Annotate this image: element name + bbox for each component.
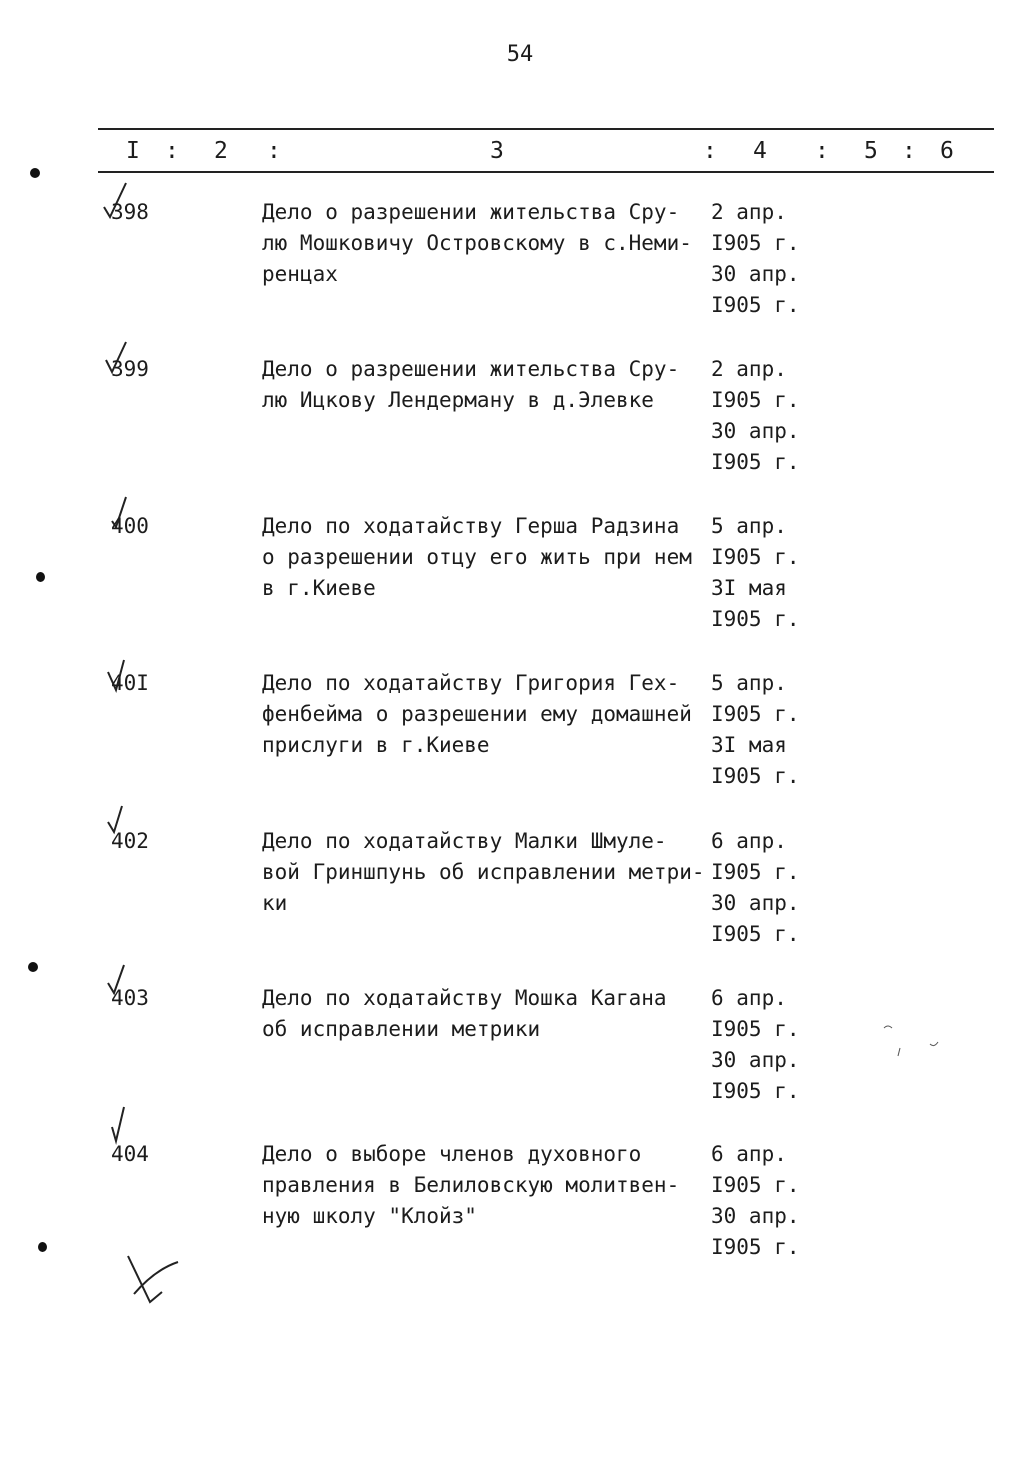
entry-date-line: 3I мая (711, 733, 787, 757)
entry-title-line: фенбейма о разрешении ему домашней (262, 702, 692, 726)
column-header-6: 6 (940, 138, 954, 164)
column-separator: : (267, 138, 281, 164)
column-separator: : (902, 138, 916, 164)
entry-title-line: в г.Киеве (262, 576, 376, 600)
entry-title-line: Дело по ходатайству Григория Гех- (262, 671, 680, 695)
entry-title-line: Дело по ходатайству Малки Шмуле- (262, 829, 667, 853)
entry-dates (711, 668, 800, 792)
entry-number: 399 (111, 357, 149, 381)
list-item (0, 197, 1024, 347)
entry-title-line: правления в Белиловскую молитвен- (262, 1173, 680, 1197)
entry-dates (711, 197, 800, 321)
entry-date-line: I905 г. (711, 860, 800, 884)
column-separator: : (703, 138, 717, 164)
entry-title-line: ную школу "Клойз" (262, 1204, 477, 1228)
entry-date-line: 2 апр. (711, 357, 787, 381)
entry-title (262, 983, 707, 1045)
entry-title-line: Дело о разрешении жительства Сру- (262, 357, 680, 381)
entry-date-line: 30 апр. (711, 262, 800, 286)
entry-title-line: ки (262, 891, 288, 915)
entry-date-line: I905 г. (711, 607, 800, 631)
entry-date-line: I905 г. (711, 764, 800, 788)
entry-title (262, 1139, 707, 1232)
entry-title-line: Дело о выборе членов духовного (262, 1142, 642, 1166)
header-bottom-rule (98, 171, 994, 173)
entry-date-line: 30 апр. (711, 1048, 800, 1072)
punch-hole-icon (28, 962, 38, 972)
entry-date-line: I905 г. (711, 702, 800, 726)
column-separator: : (165, 138, 179, 164)
entry-title-line: об исправлении метрики (262, 1017, 541, 1041)
entry-dates (711, 511, 800, 635)
entry-title (262, 197, 707, 290)
entry-title-line: лю Мошковичу Островскому в с.Неми- (262, 231, 692, 255)
list-item (0, 511, 1024, 661)
entry-date-line: I905 г. (711, 293, 800, 317)
entry-title-line: Дело по ходатайству Мошка Кагана (262, 986, 667, 1010)
entry-title-line: вой Гриншпунь об исправлении метри- (262, 860, 705, 884)
entry-date-line: I905 г. (711, 388, 800, 412)
entry-date-line: 5 апр. (711, 671, 787, 695)
column-header-1: I (126, 138, 140, 164)
entry-date-line: I905 г. (711, 922, 800, 946)
punch-hole-icon (38, 1242, 47, 1252)
entry-title-line: прислуги в г.Киеве (262, 733, 490, 757)
column-header-2: 2 (214, 138, 228, 164)
punch-hole-icon (30, 168, 40, 178)
entry-number: 400 (111, 514, 149, 538)
entry-date-line: I905 г. (711, 1235, 800, 1259)
entry-title (262, 826, 707, 919)
entry-dates (711, 1139, 800, 1263)
entry-title-line: Дело о разрешении жительства Сру- (262, 200, 680, 224)
entry-title-line: Дело по ходатайству Герша Радзина (262, 514, 680, 538)
handwritten-check-icon (106, 1105, 146, 1145)
entry-date-line: I905 г. (711, 450, 800, 474)
punch-hole-icon (36, 572, 45, 582)
list-item (0, 826, 1024, 976)
entry-title (262, 668, 707, 761)
entry-title-line: лю Ицкову Лендерману в д.Элевке (262, 388, 654, 412)
entry-title-line: ренцах (262, 262, 338, 286)
entry-dates (711, 826, 800, 950)
column-header-5: 5 (864, 138, 878, 164)
entry-number: 403 (111, 986, 149, 1010)
entry-date-line: 2 апр. (711, 200, 787, 224)
column-header-4: 4 (753, 138, 767, 164)
entry-title (262, 354, 707, 416)
page-number: 54 (506, 42, 534, 67)
list-item (0, 354, 1024, 504)
scan-specks-icon (880, 1020, 950, 1060)
entry-date-line: I905 г. (711, 545, 800, 569)
entry-title (262, 511, 707, 604)
entry-date-line: 5 апр. (711, 514, 787, 538)
list-item (0, 668, 1024, 818)
entry-number: 398 (111, 200, 149, 224)
entry-date-line: 30 апр. (711, 1204, 800, 1228)
header-top-rule (98, 128, 994, 130)
entry-date-line: I905 г. (711, 1017, 800, 1041)
entry-date-line: 6 апр. (711, 829, 787, 853)
column-header-3: 3 (490, 138, 504, 164)
list-item (0, 983, 1024, 1133)
entry-number: 402 (111, 829, 149, 853)
entry-date-line: 6 апр. (711, 986, 787, 1010)
entry-date-line: 3I мая (711, 576, 787, 600)
entry-dates (711, 354, 800, 478)
entry-date-line: 30 апр. (711, 891, 800, 915)
handwritten-cross-icon (120, 1250, 184, 1310)
entry-title-line: о разрешении отцу его жить при нем (262, 545, 692, 569)
entry-dates (711, 983, 800, 1107)
entry-date-line: I905 г. (711, 231, 800, 255)
entry-date-line: 6 апр. (711, 1142, 787, 1166)
entry-number: 404 (111, 1142, 149, 1166)
entry-number: 40I (111, 671, 149, 695)
entry-date-line: 30 апр. (711, 419, 800, 443)
entry-date-line: I905 г. (711, 1079, 800, 1103)
entry-date-line: I905 г. (711, 1173, 800, 1197)
column-separator: : (815, 138, 829, 164)
